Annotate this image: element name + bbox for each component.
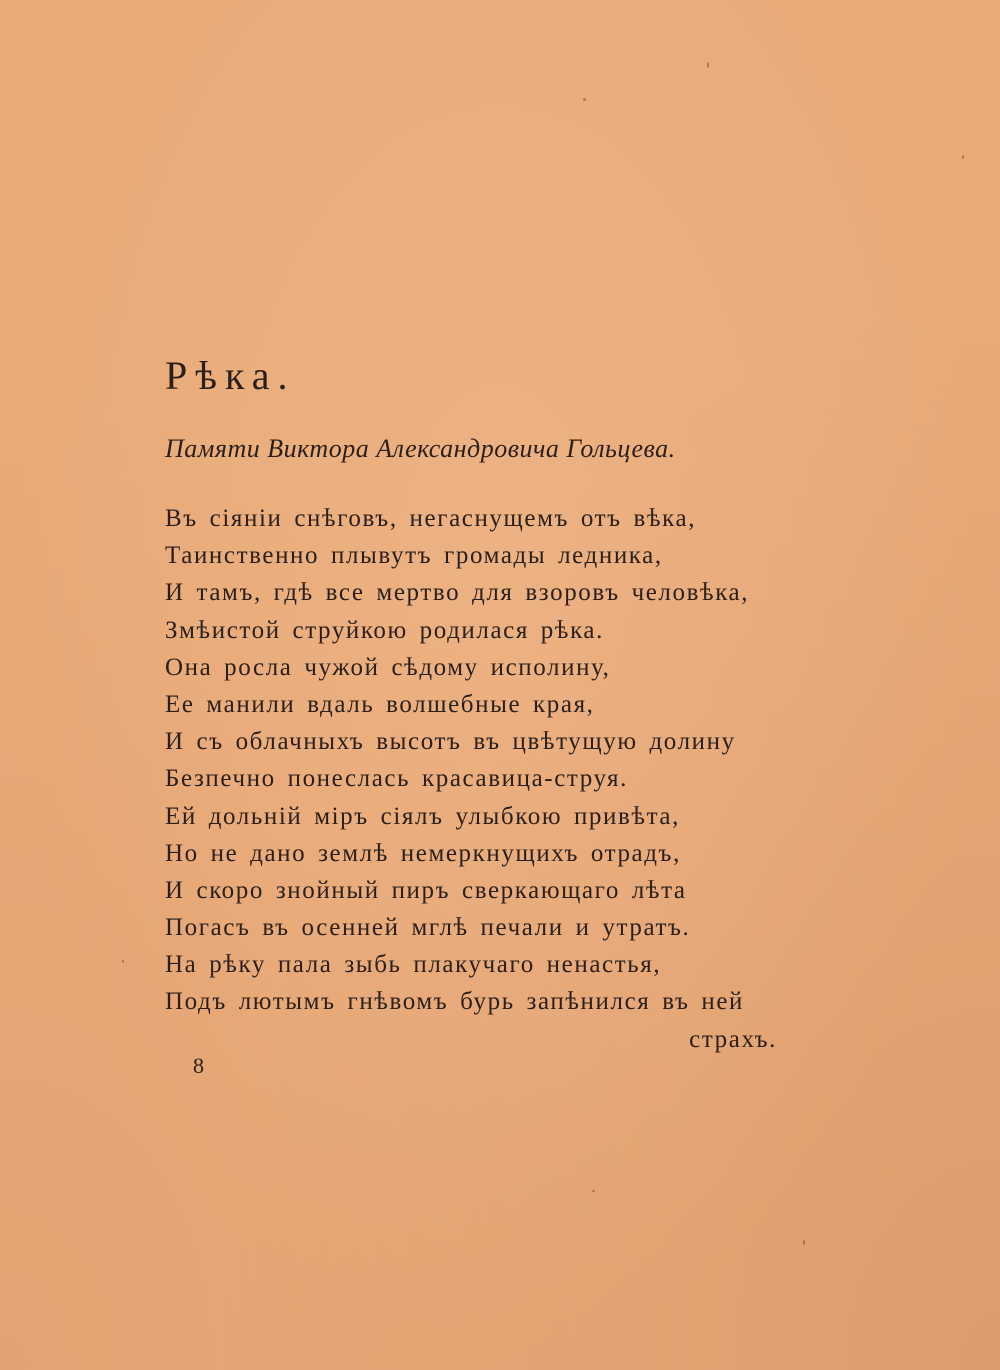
poem-line: Подъ лютымъ гнѣвомъ бурь запѣнился въ ней	[165, 988, 745, 1016]
poem-line-continuation: страхъ.	[689, 1025, 777, 1053]
poem-line: Но не дано землѣ немеркнущихъ отрадъ,	[165, 839, 681, 867]
poem-line: Погасъ въ осенней мглѣ печали и утратъ.	[165, 914, 691, 942]
poem-dedication: Памяти Виктора Александровича Гольцева.	[165, 434, 676, 463]
poem-line: И тамъ, гдѣ все мертво для взоровъ человѣка,	[165, 579, 750, 607]
poem-line: Ей дольній міръ сіялъ улыбкою привѣта,	[165, 802, 680, 830]
paper-speck	[803, 1240, 805, 1245]
poem-title: Рѣка.	[165, 353, 296, 398]
paper-speck	[962, 155, 964, 159]
paper-speck	[583, 98, 586, 101]
poem-line: Безпечно понеслась красавица-струя.	[165, 765, 628, 793]
poem-line: И скоро знойный пиръ сверкающаго лѣта	[165, 876, 687, 904]
poem-line: Ее манили вдаль волшебные края,	[165, 690, 595, 718]
paper-speck	[707, 62, 709, 68]
poem-body	[165, 500, 825, 1058]
paper-speck	[592, 1190, 595, 1192]
poem-line: На рѣку пала зыбь плакучаго ненастья,	[165, 951, 662, 979]
poem-line: Змѣистой струйкою родилася рѣка.	[165, 616, 604, 644]
paper-speck	[122, 960, 124, 963]
page-number: 8	[193, 1053, 204, 1078]
poem-line: Таинственно плывутъ громады ледника,	[165, 542, 663, 570]
poem-line: И съ облачныхъ высотъ въ цвѣтущую долину	[165, 728, 736, 756]
poem-line: Она росла чужой сѣдому исполину,	[165, 653, 611, 681]
poem-line: Въ сіяніи снѣговъ, негаснущемъ отъ вѣка,	[165, 505, 697, 532]
